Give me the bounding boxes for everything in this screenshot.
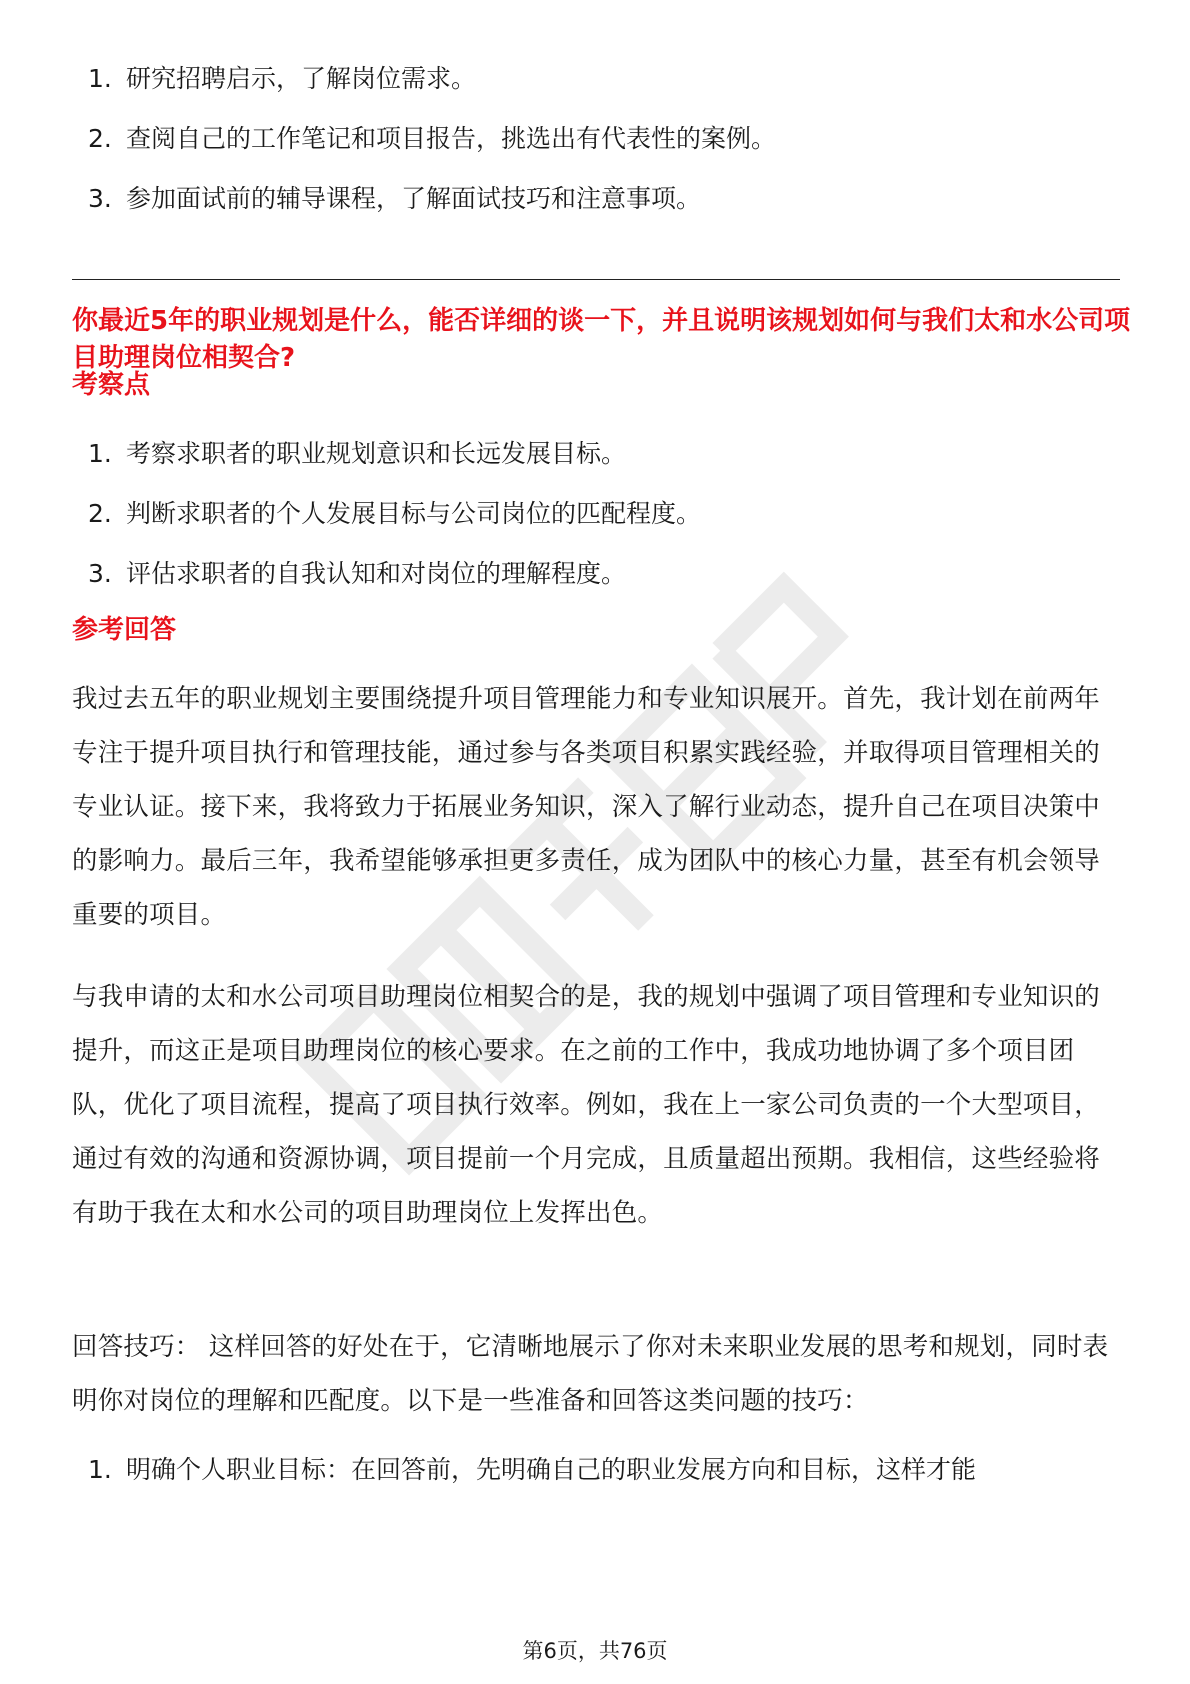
list-text: 明确个人职业目标：在回答前，先明确自己的职业发展方向和目标，这样才能	[126, 1455, 977, 1484]
list-item	[76, 1453, 1116, 1513]
list-text: 评估求职者的自我认知和对岗位的理解程度。	[126, 559, 627, 588]
list-number: 2.	[88, 499, 112, 528]
list-number: 3.	[88, 184, 112, 213]
list-item	[76, 182, 1116, 242]
list-item	[76, 122, 1116, 182]
list-item	[76, 62, 1116, 122]
prep-list	[76, 62, 1116, 242]
page-number-footer: 第6页，共76页	[522, 1639, 668, 1663]
list-text: 参加面试前的辅导课程，了解面试技巧和注意事项。	[126, 184, 702, 213]
list-item	[76, 557, 1116, 617]
answer-paragraph: 我过去五年的职业规划主要围绕提升项目管理能力和专业知识展开。首先，我计划在前两年专注于提升项目执行和管理技能，通过参与各类项目积累实践经验，并取得项目管理相关的专业认证。接下来，我将致力于拓展业务知识，深入了解行业动态，提升自己在项目决策中的影响力。最后三年，我希望能够承担更多责任，成为团队中的核心力量，甚至有机会领导重要的项目。	[72, 684, 1101, 930]
tips-list	[76, 1453, 1116, 1513]
list-number: 1.	[88, 1455, 112, 1484]
list-number: 1.	[88, 439, 112, 468]
list-text: 研究招聘启示，了解岗位需求。	[126, 64, 477, 93]
list-text: 查阅自己的工作笔记和项目报告，挑选出有代表性的案例。	[126, 124, 777, 153]
list-item	[76, 437, 1116, 497]
list-text: 考察求职者的职业规划意识和长远发展目标。	[126, 439, 627, 468]
answer-paragraph: 与我申请的太和水公司项目助理岗位相契合的是，我的规划中强调了项目管理和专业知识的提升，而这正是项目助理岗位的核心要求。在之前的工作中，我成功地协调了多个项目团队，优化了项目流程，提高了项目执行效率。例如，我在上一家公司负责的一个大型项目，通过有效的沟通和资源协调，项目提前一个月完成，且质量超出预期。我相信，这些经验将有助于我在太和水公司的项目助理岗位上发挥出色。	[72, 982, 1101, 1228]
list-text: 判断求职者的个人发展目标与公司岗位的匹配程度。	[126, 499, 702, 528]
interview-question: 你最近5年的职业规划是什么，能否详细的谈一下，并且说明该规划如何与我们太和水公司项目助理岗位相契合?	[72, 306, 1131, 373]
exam-points-heading: 考察点	[72, 370, 151, 400]
exam-points-list	[76, 437, 1116, 617]
answer-tips-paragraph: 回答技巧： 这样回答的好处在于，它清晰地展示了你对未来职业发展的思考和规划，同时表明你对岗位的理解和匹配度。以下是一些准备和回答这类问题的技巧：	[72, 1332, 1109, 1416]
list-number: 1.	[88, 64, 112, 93]
section-divider	[72, 279, 1120, 280]
list-number: 2.	[88, 124, 112, 153]
reference-answer-heading: 参考回答	[72, 615, 177, 645]
list-number: 3.	[88, 559, 112, 588]
list-item	[76, 497, 1116, 557]
